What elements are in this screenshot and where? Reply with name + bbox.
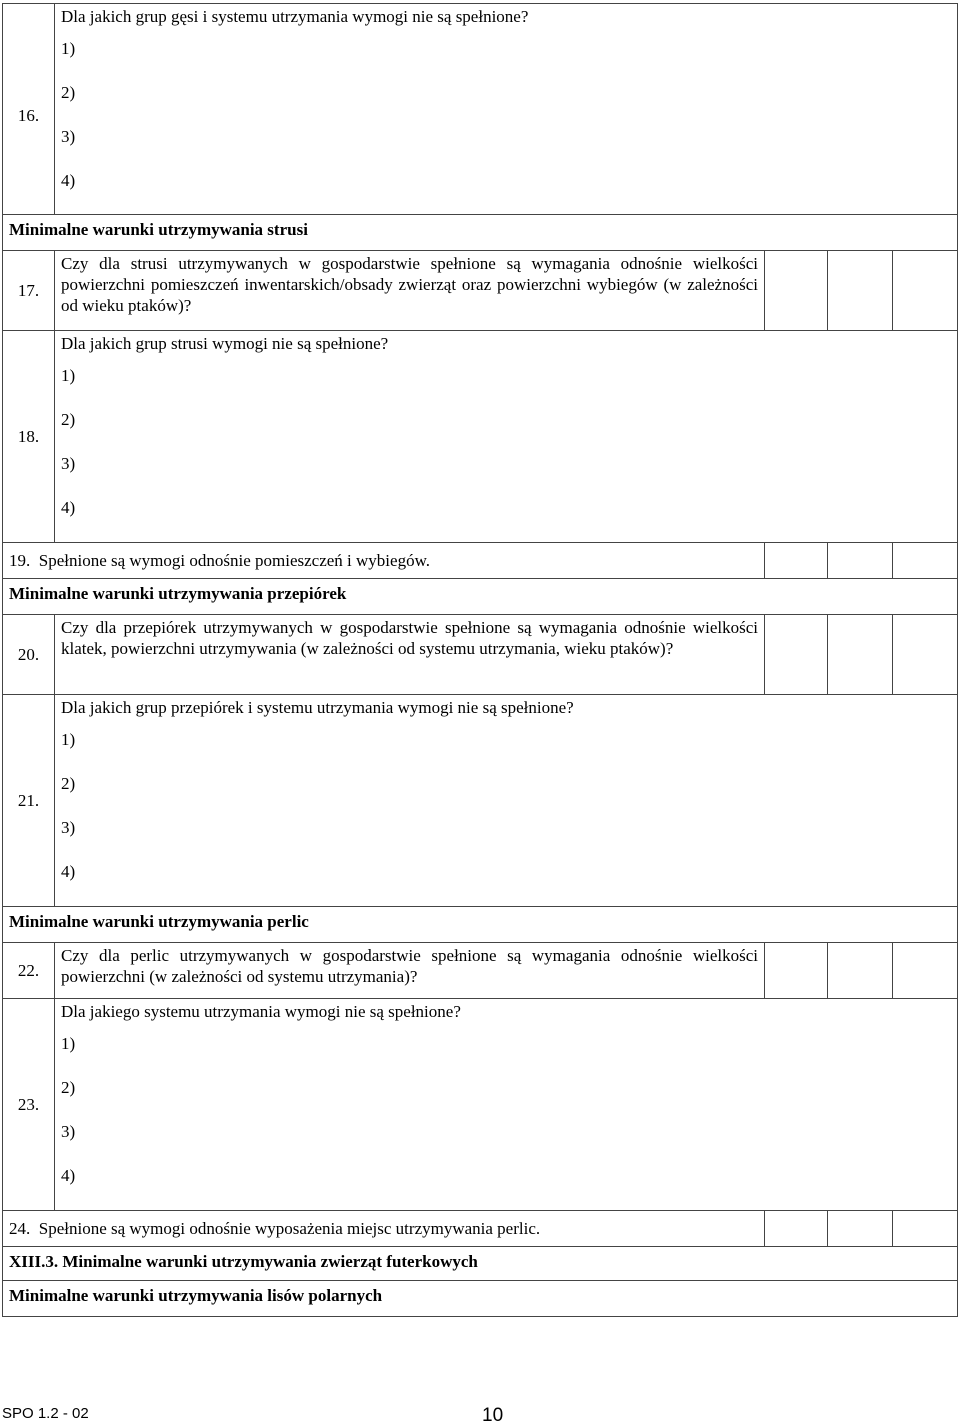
statement-cell — [3, 1211, 765, 1247]
answer-box-no[interactable] — [828, 1211, 893, 1247]
option-3: 3) — [61, 454, 76, 473]
question-text: Dla jakich grup strusi wymogi nie są spełnione? — [61, 334, 389, 353]
section-heading-przepiorek: Minimalne warunki utrzymywania przepiórek — [3, 579, 958, 615]
answer-box-na[interactable] — [893, 943, 958, 999]
row-number: 22. — [3, 943, 55, 999]
question-cell — [55, 999, 958, 1211]
option-3: 3) — [61, 127, 76, 146]
option-1: 1) — [61, 39, 76, 58]
inspection-form-table — [2, 3, 958, 1317]
answer-box-yes[interactable] — [765, 615, 828, 695]
row-20 — [3, 615, 958, 695]
option-4: 4) — [61, 1166, 76, 1185]
answer-box-yes[interactable] — [765, 1211, 828, 1247]
section-heading-perlic: Minimalne warunki utrzymywania perlic — [3, 907, 958, 943]
answer-box-yes[interactable] — [765, 943, 828, 999]
section-heading-strusi: Minimalne warunki utrzymywania strusi — [3, 215, 958, 251]
statement-cell — [3, 543, 765, 579]
answer-box-na[interactable] — [893, 543, 958, 579]
question-text: Czy dla przepiórek utrzymywanych w gospodarstwie spełnione są wymagania odnośnie wielkości klatek, powierzchni utrzymywania (w zależności od systemu utrzymania, wieku ptaków)? — [55, 615, 765, 695]
row-19 — [3, 543, 958, 579]
answer-box-no[interactable] — [828, 943, 893, 999]
statement-text: Spełnione są wymogi odnośnie pomieszczeń i wybiegów. — [38, 551, 430, 570]
row-number: 20. — [3, 615, 55, 695]
row-23 — [3, 999, 958, 1211]
answer-box-na[interactable] — [893, 251, 958, 331]
answer-box-na[interactable] — [893, 615, 958, 695]
option-2: 2) — [61, 83, 76, 102]
row-number: 21. — [3, 695, 55, 907]
row-17 — [3, 251, 958, 331]
answer-box-no[interactable] — [828, 251, 893, 331]
section-heading-futerkowe: XIII.3. Minimalne warunki utrzymywania zwierząt futerkowych — [3, 1247, 958, 1281]
option-4: 4) — [61, 862, 76, 881]
option-3: 3) — [61, 818, 76, 837]
option-2: 2) — [61, 1078, 76, 1097]
option-1: 1) — [61, 366, 76, 385]
answer-box-na[interactable] — [893, 1211, 958, 1247]
option-2: 2) — [61, 410, 76, 429]
answer-box-yes[interactable] — [765, 251, 828, 331]
row-number: 24. — [9, 1219, 31, 1238]
statement-text: Spełnione są wymogi odnośnie wyposażenia miejsc utrzymywania perlic. — [38, 1219, 541, 1238]
answer-box-yes[interactable] — [765, 543, 828, 579]
row-16 — [3, 4, 958, 215]
question-text: Dla jakiego systemu utrzymania wymogi nie są spełnione? — [61, 1002, 461, 1021]
row-number: 23. — [3, 999, 55, 1211]
option-1: 1) — [61, 1034, 76, 1053]
question-cell — [55, 4, 958, 215]
row-24 — [3, 1211, 958, 1247]
row-number: 17. — [3, 251, 55, 331]
option-1: 1) — [61, 730, 76, 749]
row-number: 16. — [3, 4, 55, 215]
question-text: Czy dla strusi utrzymywanych w gospodarstwie spełnione są wymagania odnośnie wielkości powierzchni pomieszczeń inwentarskich/obsady zwierząt oraz powierzchni wybiegów (w zależności od wieku ptaków)? — [55, 251, 765, 331]
section-heading-lisy: Minimalne warunki utrzymywania lisów polarnych — [3, 1281, 958, 1317]
question-text: Dla jakich grup przepiórek i systemu utrzymania wymogi nie są spełnione? — [61, 698, 574, 717]
page-number: 10 — [482, 1405, 504, 1426]
question-text: Czy dla perlic utrzymywanych w gospodarstwie spełnione są wymagania odnośnie wielkości powierzchni (w zależności od systemu utrzymania)? — [55, 943, 765, 999]
row-21 — [3, 695, 958, 907]
row-18 — [3, 331, 958, 543]
question-cell — [55, 695, 958, 907]
option-3: 3) — [61, 1122, 76, 1141]
answer-box-no[interactable] — [828, 543, 893, 579]
row-number: 19. — [9, 551, 31, 570]
option-2: 2) — [61, 774, 76, 793]
option-4: 4) — [61, 498, 76, 517]
option-4: 4) — [61, 171, 76, 190]
question-cell — [55, 331, 958, 543]
row-number: 18. — [3, 331, 55, 543]
document-code: SPO 1.2 - 02 — [2, 1405, 89, 1422]
question-text: Dla jakich grup gęsi i systemu utrzymania wymogi nie są spełnione? — [61, 7, 529, 26]
answer-box-no[interactable] — [828, 615, 893, 695]
row-22 — [3, 943, 958, 999]
